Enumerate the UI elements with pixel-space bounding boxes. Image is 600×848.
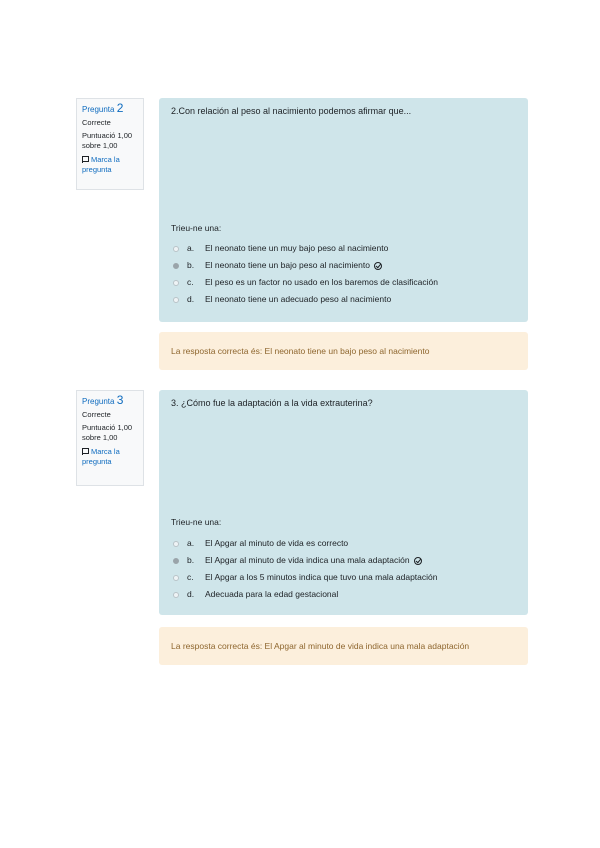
radio-button[interactable] [173,280,179,286]
check-circle-icon [374,262,382,270]
flag-icon [82,448,89,455]
question-score: Puntuació 1,00 sobre 1,00 [82,423,133,442]
radio-button[interactable] [173,297,179,303]
question-text: 2.Con relación al peso al nacimiento podemos afirmar que... [171,106,412,116]
question-state: Correcte [82,118,111,127]
question-info-2 [76,98,144,190]
answer-option-a[interactable]: a. El neonato tiene un muy bajo peso al nacimiento [173,240,438,257]
answer-list [173,240,438,308]
flag-question-link[interactable]: Marca la pregunta [82,447,120,466]
answer-option-c[interactable]: c. El peso es un factor no usado en los baremos de clasificación [173,274,438,291]
check-circle-icon [414,557,422,565]
question-content-3 [159,390,528,615]
answer-option-b[interactable]: b. El neonato tiene un bajo peso al nacimiento [173,257,438,274]
answer-option-d[interactable]: d. Adecuada para la edad gestacional [173,586,437,603]
question-number: Pregunta 2 [82,101,124,115]
question-score: Puntuació 1,00 sobre 1,00 [82,131,133,150]
correct-answer-feedback-2: La resposta correcta és: El neonato tiene un bajo peso al nacimiento [159,332,528,370]
flag-icon [82,156,89,163]
question-text: 3. ¿Cómo fue la adaptación a la vida extrauterina? [171,398,373,408]
correct-answer-feedback-3: La resposta correcta és: El Apgar al minuto de vida indica una mala adaptación [159,627,528,665]
question-content-2 [159,98,528,322]
answer-prompt: Trieu-ne una: [171,223,222,233]
answer-option-b[interactable]: b. El Apgar al minuto de vida indica una mala adaptación [173,552,437,569]
answer-option-d[interactable]: d. El neonato tiene un adecuado peso al nacimiento [173,291,438,308]
question-state: Correcte [82,410,111,419]
radio-button[interactable] [173,246,179,252]
answer-prompt: Trieu-ne una: [171,517,222,527]
answer-option-a[interactable]: a. El Apgar al minuto de vida es correcto [173,535,437,552]
radio-button[interactable] [173,575,179,581]
question-info-3 [76,390,144,486]
radio-button[interactable] [173,558,179,564]
radio-button[interactable] [173,592,179,598]
radio-button[interactable] [173,541,179,547]
flag-question-link[interactable]: Marca la pregunta [82,155,120,174]
radio-button[interactable] [173,263,179,269]
answer-list [173,535,437,603]
question-number: Pregunta 3 [82,393,124,407]
answer-option-c[interactable]: c. El Apgar a los 5 minutos indica que tuvo una mala adaptación [173,569,437,586]
